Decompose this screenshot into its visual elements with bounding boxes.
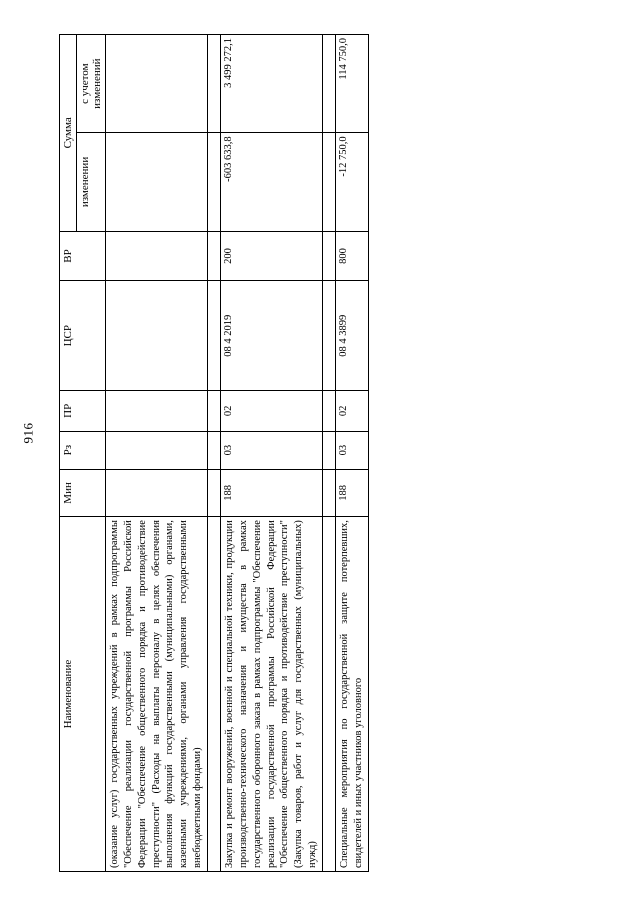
column-header-sum-group: Сумма bbox=[60, 34, 77, 231]
column-header-csr: ЦСР bbox=[60, 280, 106, 390]
row-vr: 200 bbox=[221, 231, 323, 281]
row-total bbox=[106, 34, 208, 132]
column-header-pr: ПР bbox=[60, 390, 106, 430]
row-min bbox=[106, 469, 208, 516]
spacer-cell bbox=[323, 231, 336, 281]
rotated-table-container bbox=[59, 34, 581, 872]
column-header-sum-total: с учетом изменений bbox=[77, 34, 106, 132]
row-min: 188 bbox=[221, 469, 323, 516]
page-number: 916 bbox=[20, 422, 36, 444]
row-csr bbox=[106, 280, 208, 390]
table-spacer-row bbox=[323, 34, 336, 871]
column-header-min: Мин bbox=[60, 469, 106, 516]
spacer-cell bbox=[208, 469, 221, 516]
row-vr bbox=[106, 231, 208, 281]
spacer-cell bbox=[323, 469, 336, 516]
column-header-vr: ВР bbox=[60, 231, 106, 281]
spacer-cell bbox=[323, 34, 336, 132]
spacer-cell bbox=[208, 280, 221, 390]
row-pr: 02 bbox=[336, 390, 369, 430]
row-csr: 08 4 3899 bbox=[336, 280, 369, 390]
spacer-cell bbox=[208, 516, 221, 871]
row-changes: -12 750,0 bbox=[336, 132, 369, 230]
spacer-cell bbox=[208, 34, 221, 132]
table-body bbox=[106, 34, 369, 871]
spacer-cell bbox=[208, 132, 221, 230]
row-rz: 03 bbox=[336, 431, 369, 469]
row-vr: 800 bbox=[336, 231, 369, 281]
row-total: 3 499 272,1 bbox=[221, 34, 323, 132]
row-rz: 03 bbox=[221, 431, 323, 469]
spacer-cell bbox=[208, 431, 221, 469]
spacer-cell bbox=[323, 280, 336, 390]
table-header bbox=[60, 34, 106, 871]
row-name: (оказание услуг) государственных учреждений в рамках подпрограммы "Обеспечение реализации государственной программы Российской Федерации "Обеспечение общественного порядка и противодействие преступности" (Расходы на выплаты персоналу в целях обеспечения выполнения функций государственными (муниципальными) органами, казенными учреждениями, органами управления государственными внебюджетными фондами) bbox=[106, 516, 208, 871]
table-spacer-row bbox=[208, 34, 221, 871]
table-header-row-1 bbox=[60, 34, 77, 871]
spacer-cell bbox=[208, 231, 221, 281]
row-changes: -603 633,8 bbox=[221, 132, 323, 230]
column-header-rz: Рз bbox=[60, 431, 106, 469]
column-header-name: Наименование bbox=[60, 516, 106, 871]
row-csr: 08 4 2019 bbox=[221, 280, 323, 390]
table-row bbox=[106, 34, 208, 871]
spacer-cell bbox=[323, 132, 336, 230]
table-row bbox=[221, 34, 323, 871]
spacer-cell bbox=[323, 516, 336, 871]
row-total: 114 750,0 bbox=[336, 34, 369, 132]
budget-table bbox=[59, 34, 369, 872]
row-changes bbox=[106, 132, 208, 230]
row-pr: 02 bbox=[221, 390, 323, 430]
column-header-sum-changes: изменении bbox=[77, 132, 106, 230]
row-name: Специальные мероприятия по государственной защите потерпевших, свидетелей и иных участников уголовного bbox=[336, 516, 369, 871]
spacer-cell bbox=[323, 390, 336, 430]
row-min: 188 bbox=[336, 469, 369, 516]
row-rz bbox=[106, 431, 208, 469]
row-name: Закупка и ремонт вооружений, военной и специальной техники, продукции производственно-технического назначения и имущества в рамках государственного оборонного заказа в рамках подпрограммы "Обеспечение реализации государственной программы Российской Федерации "Обеспечение общественного порядка и противодействие преступности" (Закупка товаров, работ и услуг для государственных (муниципальных) нужд) bbox=[221, 516, 323, 871]
spacer-cell bbox=[208, 390, 221, 430]
row-pr bbox=[106, 390, 208, 430]
table-row bbox=[336, 34, 369, 871]
spacer-cell bbox=[323, 431, 336, 469]
